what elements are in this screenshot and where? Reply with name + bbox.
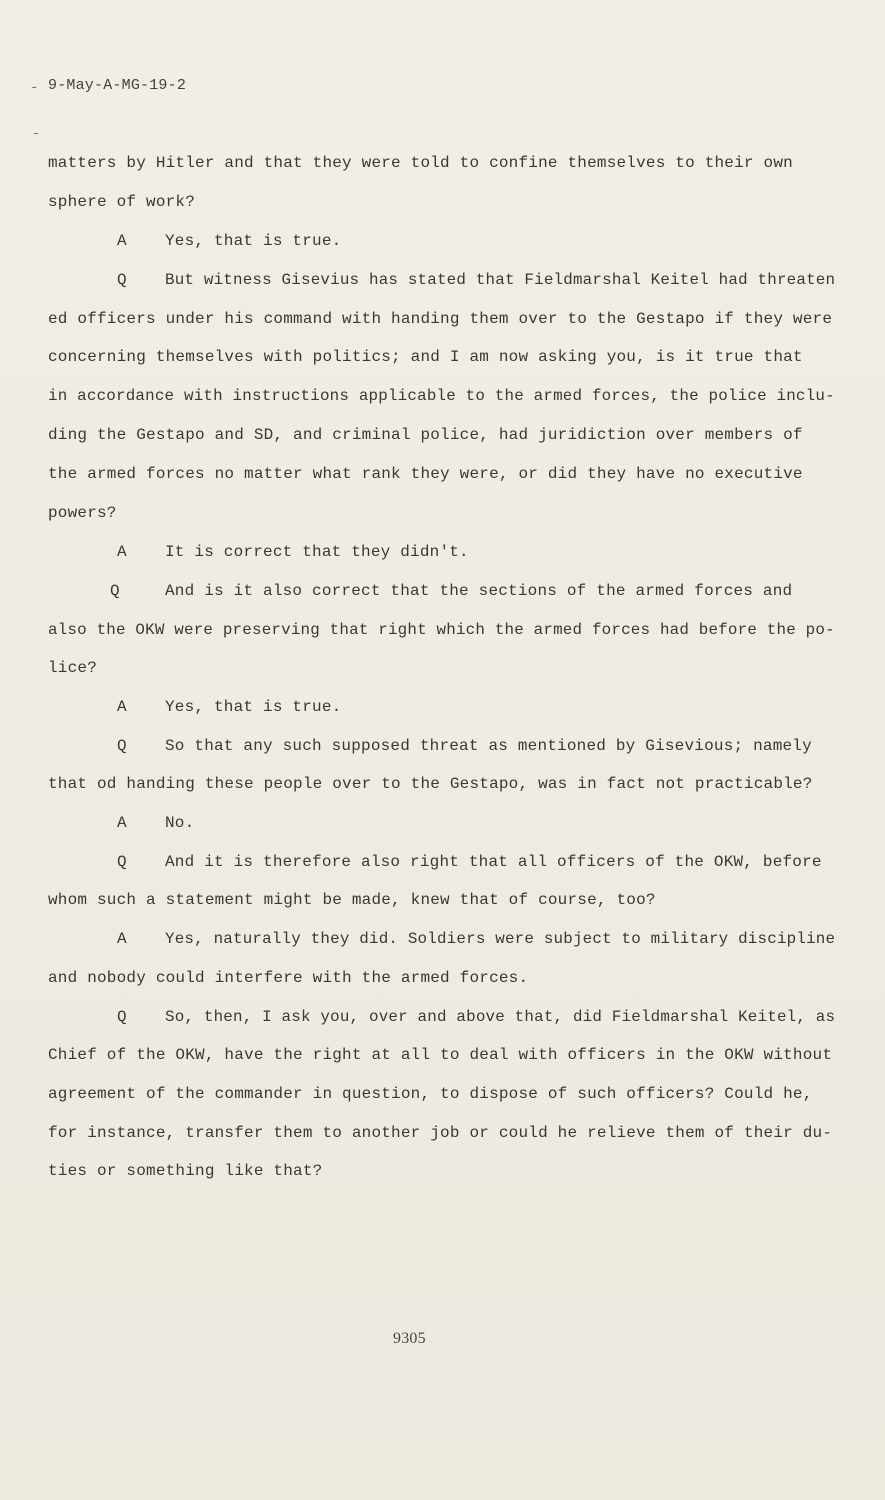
text-line: for instance, transfer them to another job or could he relieve them of their du- <box>48 1124 833 1142</box>
text-line: the armed forces no matter what rank they were, or did they have no executive <box>48 465 803 483</box>
text-line: concerning themselves with politics; and I am now asking you, is it true that <box>48 348 803 366</box>
text-line: And is it also correct that the sections of the armed forces and <box>165 582 793 600</box>
text-line: So that any such supposed threat as mentioned by Gisevious; namely <box>165 737 812 755</box>
margin-mark: - <box>30 80 39 96</box>
text-line: So, then, I ask you, over and above that, did Fieldmarshal Keitel, as <box>165 1008 836 1026</box>
speaker-label: A <box>117 930 127 948</box>
speaker-label: Q <box>117 271 127 289</box>
text-line: And it is therefore also right that all officers of the OKW, before <box>165 853 822 871</box>
text-line: lice? <box>48 659 98 677</box>
text-line: whom such a statement might be made, knew that of course, too? <box>48 891 656 909</box>
text-line: and nobody could interfere with the armed forces. <box>48 969 529 987</box>
speaker-label: A <box>117 543 127 561</box>
text-line: ed officers under his command with handing them over to the Gestapo if they were <box>48 310 833 328</box>
text-line: in accordance with instructions applicable to the armed forces, the police inclu- <box>48 387 835 405</box>
speaker-label: A <box>117 814 127 832</box>
text-line: ties or something like that? <box>48 1162 323 1180</box>
speaker-label: Q <box>117 737 127 755</box>
speaker-label: Q <box>117 1008 127 1026</box>
speaker-label: Q <box>110 582 120 600</box>
text-line: Yes, that is true. <box>165 232 342 250</box>
text-line: No. <box>165 814 195 832</box>
speaker-label: A <box>117 698 127 716</box>
text-line: ding the Gestapo and SD, and criminal police, had juridiction over members of <box>48 426 803 444</box>
margin-mark: - <box>32 126 41 142</box>
text-line: Yes, that is true. <box>165 698 342 716</box>
page-number: 9305 <box>393 1330 426 1347</box>
text-line: It is correct that they didn't. <box>165 543 469 561</box>
text-line: that od handing these people over to the Gestapo, was in fact not practicable? <box>48 775 813 793</box>
text-line: agreement of the commander in question, to dispose of such officers? Could he, <box>48 1085 813 1103</box>
document-header: 9-May-A-MG-19-2 <box>48 77 187 94</box>
speaker-label: A <box>117 232 127 250</box>
text-line: Chief of the OKW, have the right at all to deal with officers in the OKW without <box>48 1046 833 1064</box>
text-line: But witness Gisevius has stated that Fieldmarshal Keitel had threaten <box>165 271 836 289</box>
text-line: sphere of work? <box>48 193 196 211</box>
text-line: matters by Hitler and that they were told to confine themselves to their own <box>48 154 793 172</box>
text-line: Yes, naturally they did. Soldiers were subject to military discipline <box>165 930 836 948</box>
text-line: also the OKW were preserving that right which the armed forces had before the po- <box>48 621 835 639</box>
speaker-label: Q <box>117 853 127 871</box>
text-line: powers? <box>48 504 117 522</box>
